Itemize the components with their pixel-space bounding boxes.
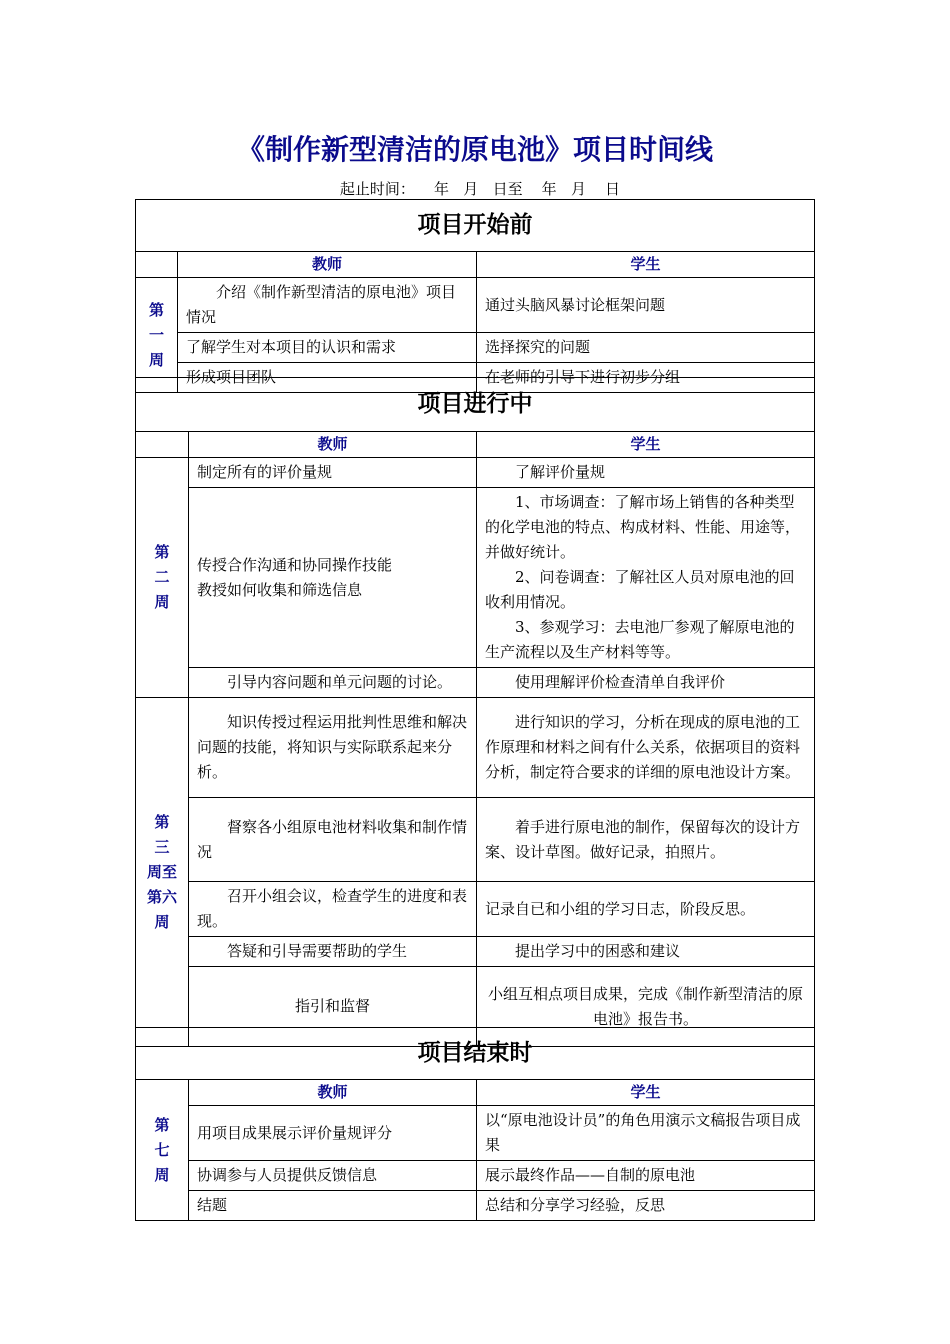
teacher-column-header: 教师 [189,1080,477,1106]
section-before [135,199,815,393]
student-cell: 1、市场调查：了解市场上销售的各种类型的化学电池的特点、构成材料、性能、用途等，并做好统计。 2、问卷调查：了解社区人员对原电池的回收利用情况。 3、参观学习：去电池厂参观了解原电池的生产流程以及生产材料等等。 [477,488,815,668]
section-heading: 项目进行中 [136,378,815,432]
teacher-cell: 传授合作沟通和协同操作技能 教授如何收集和筛选信息 [189,488,477,668]
teacher-cell: 知识传授过程运用批判性思维和解决问题的技能，将知识与实际联系起来分析。 [189,698,477,798]
student-cell: 选择探究的问题 [477,333,815,363]
teacher-cell: 形成项目团队 [178,363,477,393]
student-cell: 展示最终作品——自制的原电池 [477,1161,815,1191]
before-table [135,199,815,393]
date-range-line: 起止时间： 年 月 日至 年 月 日 [339,180,621,198]
student-cell: 了解评价量规 [477,458,815,488]
section-heading: 项目开始前 [136,200,815,252]
teacher-cell: 介绍《制作新型清洁的原电池》项目情况 [178,278,477,333]
teacher-column-header: 教师 [189,432,477,458]
week-label: 第 七 周 [136,1080,189,1221]
week-label: 第 二 周 [136,458,189,698]
section-during [135,377,815,1047]
after-table [135,1027,815,1221]
student-cell: 在老师的引导下进行初步分组 [477,363,815,393]
student-cell: 提出学习中的困惑和建议 [477,937,815,967]
teacher-cell: 了解学生对本项目的认识和需求 [178,333,477,363]
teacher-cell: 引导内容问题和单元问题的讨论。 [189,668,477,698]
student-cell: 记录自已和小组的学习日志，阶段反思。 [477,882,815,937]
week-label: 第 三 周至 第六 周 [136,698,189,1047]
teacher-cell: 召开小组会议，检查学生的进度和表现。 [189,882,477,937]
week-label: 第 一 周 [136,278,178,393]
student-cell: 以“原电池设计员”的角色用演示文稿报告项目成果 [477,1106,815,1161]
student-cell: 着手进行原电池的制作，保留每次的设计方案、设计草图。做好记录，拍照片。 [477,798,815,882]
teacher-cell: 用项目成果展示评价量规评分 [189,1106,477,1161]
student-cell: 总结和分享学习经验，反思 [477,1191,815,1221]
teacher-cell: 结题 [189,1191,477,1221]
student-cell: 通过头脑风暴讨论框架问题 [477,278,815,333]
teacher-cell: 协调参与人员提供反馈信息 [189,1161,477,1191]
student-cell: 进行知识的学习，分析在现成的原电池的工作原理和材料之间有什么关系，依据项目的资料分析，制定符合要求的详细的原电池设计方案。 [477,698,815,798]
student-column-header: 学生 [477,1080,815,1106]
page-title: 《制作新型清洁的原电池》项目时间线 [236,133,713,166]
student-cell: 小组互相点项目成果，完成《制作新型清洁的原电池》报告书。 [477,967,815,1047]
teacher-cell: 督察各小组原电池材料收集和制作情况 [189,798,477,882]
student-column-header: 学生 [477,252,815,278]
during-table [135,377,815,1047]
section-heading: 项目结束时 [136,1028,815,1080]
student-cell: 使用理解评价检查清单自我评价 [477,668,815,698]
section-after [135,1027,815,1221]
teacher-cell: 指引和监督 [189,967,477,1047]
teacher-cell: 答疑和引导需要帮助的学生 [189,937,477,967]
teacher-column-header: 教师 [178,252,477,278]
teacher-cell: 制定所有的评价量规 [189,458,477,488]
student-column-header: 学生 [477,432,815,458]
